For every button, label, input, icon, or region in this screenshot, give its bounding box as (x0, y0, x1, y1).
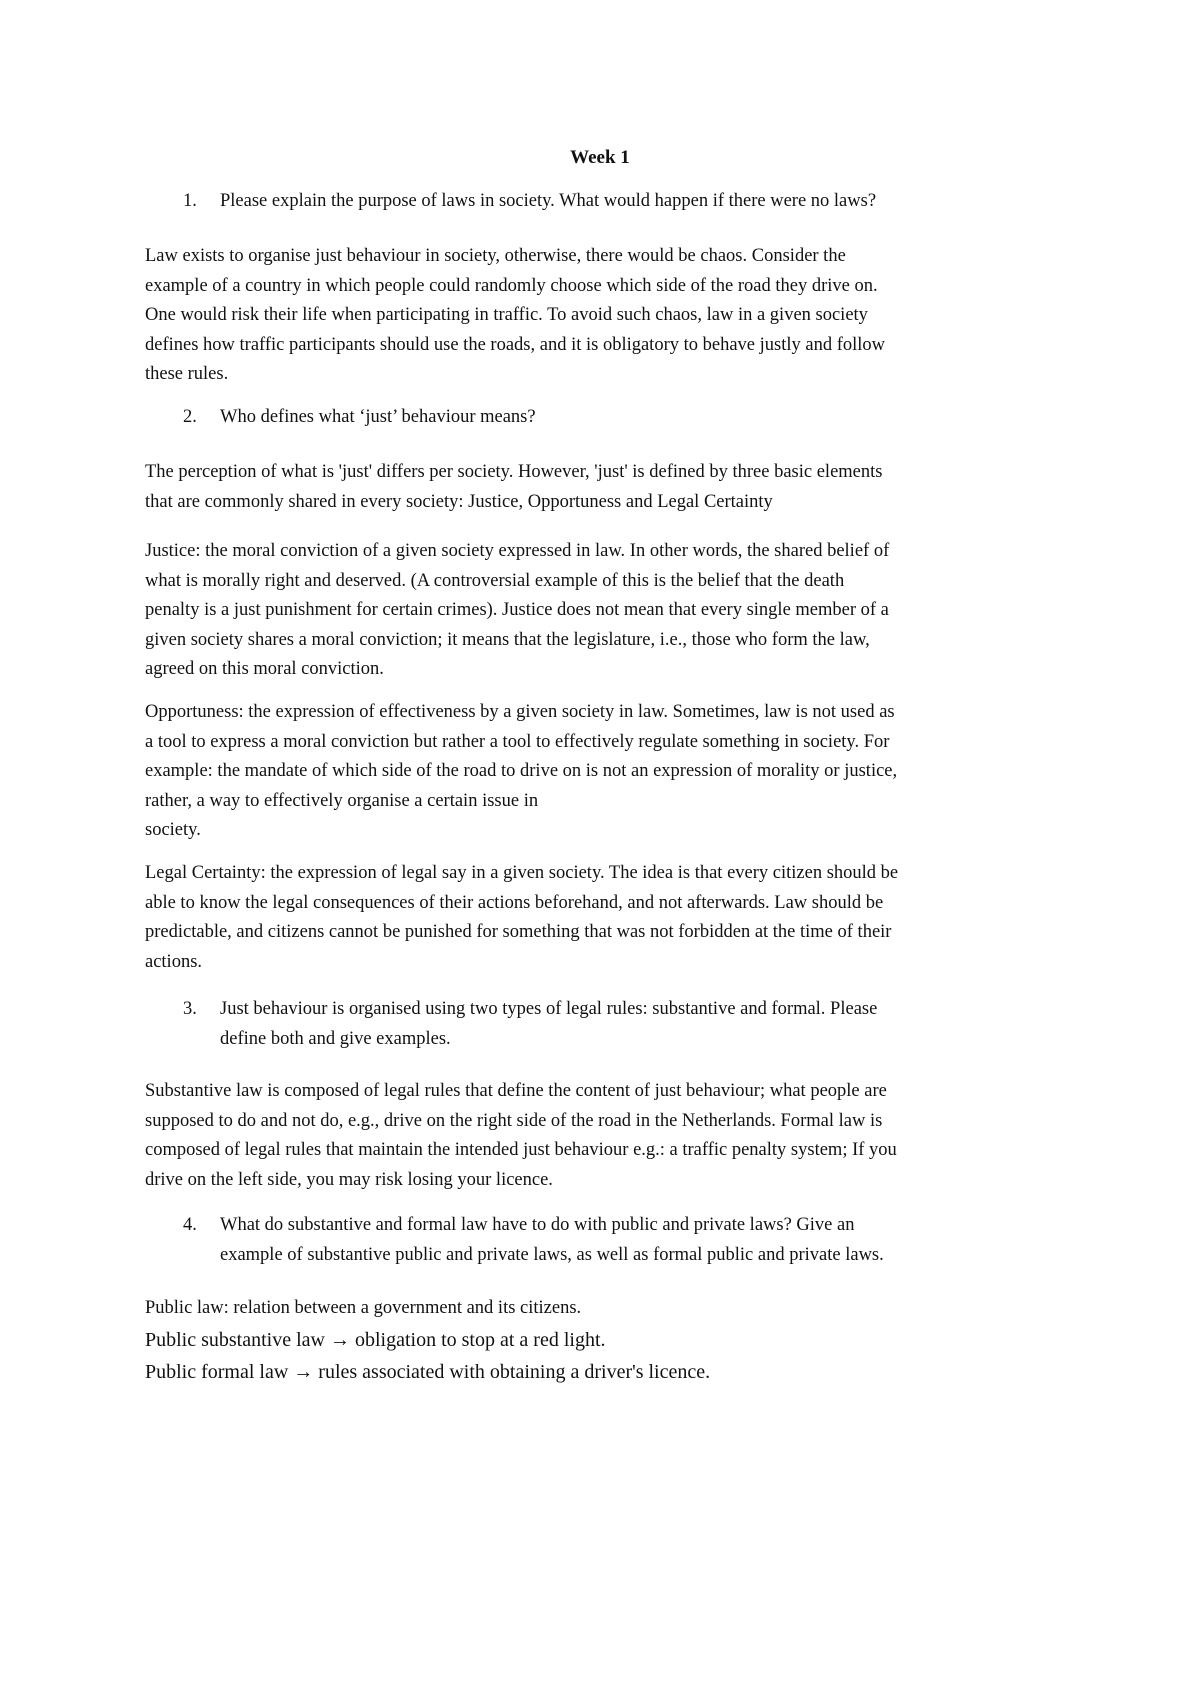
answer-line: what is morally right and deserved. (A controversial example of this is the belief that the death (145, 570, 845, 591)
question-number: 2. (183, 407, 197, 427)
answer-line: Opportuness: the expression of effectiveness by a given society in law. Sometimes, law is not used as (145, 702, 895, 722)
question-number: 1. (183, 191, 197, 211)
answer-line: a tool to express a moral conviction but rather a tool to effectively regulate something in society. For (145, 731, 890, 752)
question-number: 3. (183, 999, 197, 1019)
legal-certainty-paragraph (145, 859, 1065, 977)
question-number: 4. (183, 1215, 197, 1235)
question-text (220, 1211, 1065, 1270)
answer-2 (145, 458, 1065, 517)
answer-line: able to know the legal consequences of their actions beforehand, and not afterwards. Law should be (145, 892, 884, 913)
answer-line: The perception of what is 'just' differs per society. However, 'just' is defined by three basic elements (145, 462, 883, 482)
answer-4 (145, 1294, 1065, 1388)
answer-line: given society shares a moral conviction; it means that the legislature, i.e., those who form the law, (145, 629, 870, 650)
question-line: example of substantive public and private laws, as well as formal public and private laws. (220, 1244, 884, 1265)
answer-line: Public formal law → rules associated with obtaining a driver's licence. (145, 1360, 711, 1383)
answer-line: example of a country in which people could randomly choose which side of the road they drive on. (145, 275, 878, 296)
answer-line: Law exists to organise just behaviour in society, otherwise, there would be chaos. Consider the (145, 246, 846, 266)
answer-line: Legal Certainty: the expression of legal say in a given society. The idea is that every citizen should be (145, 863, 899, 883)
page-title: Week 1 (570, 147, 630, 168)
question-text: Please explain the purpose of laws in society. What would happen if there were no laws? (220, 191, 877, 211)
question-line: What do substantive and formal law have to do with public and private laws? Give an (220, 1215, 855, 1235)
answer-line: actions. (145, 951, 203, 972)
answer-line: Substantive law is composed of legal rules that define the content of just behaviour; what people are (145, 1081, 887, 1101)
answer-line: society. (145, 820, 201, 840)
answer-line: supposed to do and not do, e.g., drive on the right side of the road in the Netherlands. Formal law is (145, 1110, 883, 1131)
answer-line: composed of legal rules that maintain the intended just behaviour e.g.: a traffic penalty system; If you (145, 1140, 897, 1160)
answer-line: predictable, and citizens cannot be punished for something that was not forbidden at the time of their (145, 922, 892, 942)
question-text (220, 995, 1065, 1054)
answer-1 (145, 242, 1065, 390)
answer-line: rather, a way to effectively organise a certain issue in (145, 790, 539, 811)
opportuness-paragraph (145, 698, 1065, 846)
answer-line: Justice: the moral conviction of a given society expressed in law. In other words, the shared belief of (145, 541, 890, 561)
question-line: Just behaviour is organised using two types of legal rules: substantive and formal. Please (220, 999, 878, 1019)
answer-line: example: the mandate of which side of the road to drive on is not an expression of morality or justice, (145, 761, 898, 781)
question-line: define both and give examples. (220, 1028, 451, 1049)
answer-line: Public law: relation between a government and its citizens. (145, 1298, 582, 1318)
answer-line: One would risk their life when participating in traffic. To avoid such chaos, law in a given society (145, 305, 868, 325)
answer-3 (145, 1077, 1065, 1195)
answer-line: these rules. (145, 364, 229, 384)
answer-line: that are commonly shared in every society: Justice, Opportuness and Legal Certainty (145, 491, 773, 512)
answer-line: Public substantive law → obligation to stop at a red light. (145, 1328, 606, 1351)
question-text: Who defines what ‘just’ behaviour means? (220, 407, 536, 427)
justice-paragraph (145, 537, 1065, 685)
answer-line: agreed on this moral conviction. (145, 659, 384, 679)
answer-line: penalty is a just punishment for certain crimes). Justice does not mean that every single member of a (145, 600, 889, 620)
answer-line: drive on the left side, you may risk losing your licence. (145, 1169, 553, 1190)
answer-line: defines how traffic participants should use the roads, and it is obligatory to behave justly and follow (145, 334, 886, 355)
